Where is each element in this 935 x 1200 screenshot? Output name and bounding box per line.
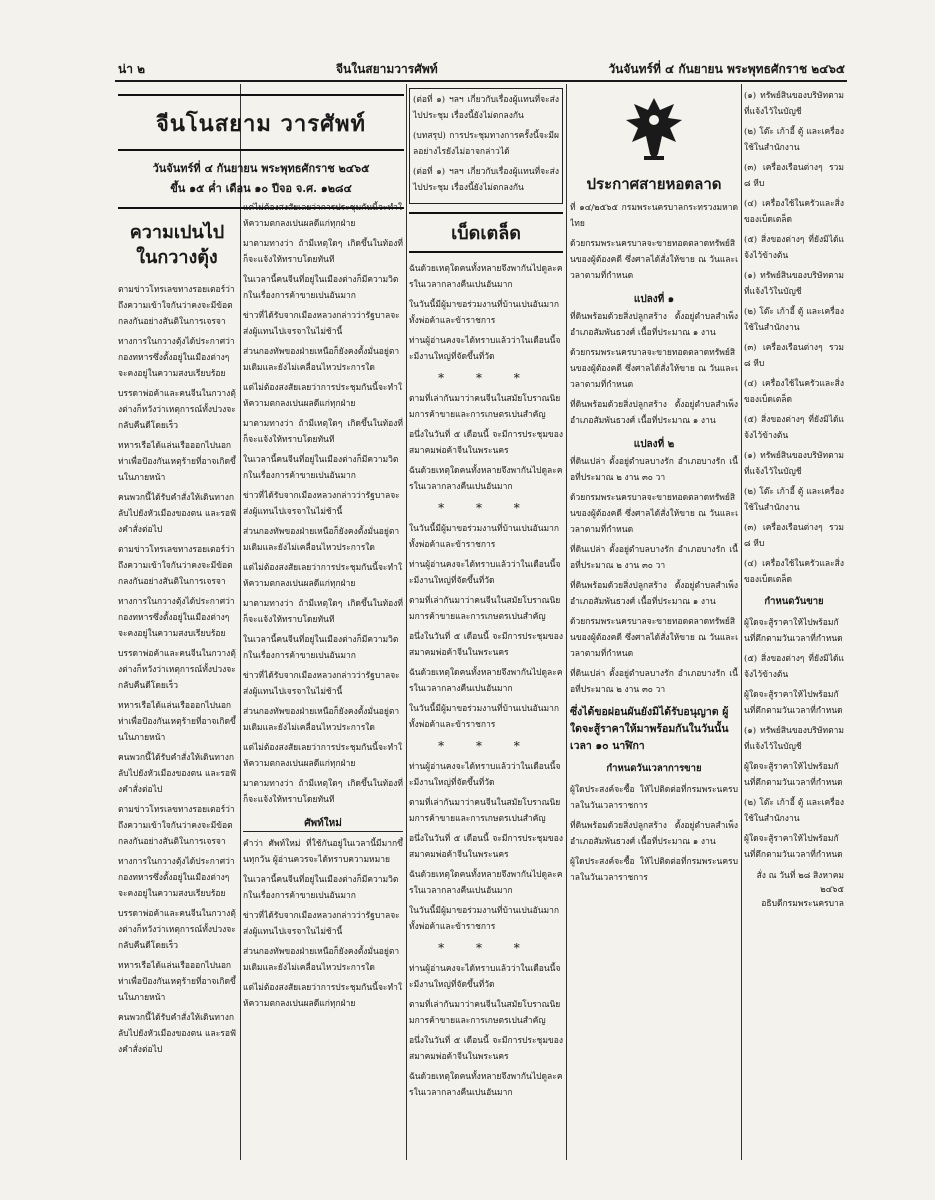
headline-line: ความเปนไป (129, 222, 225, 243)
paragraph: แต่ไม่ต้องสงสัยเลยว่าการประชุมกันนี้จะทำให้ความตกลงเปนผลดีแก่ทุกฝ่าย (243, 983, 403, 1009)
paragraph: แต่ไม่ต้องสงสัยเลยว่าการประชุมกันนี้จะทำให้ความตกลงเปนผลดีแก่ทุกฝ่าย (243, 743, 403, 769)
column-2 (243, 200, 403, 1160)
paragraph: (ต่อที่ ๑) ฯลฯ เกี่ยวกับเรื่องผู้แทนที่จะส่งไปประชุม เรื่องนี้ยังไม่ตกลงกัน (413, 95, 559, 121)
paragraph: ทางการในกวางตุ้งได้ประกาศว่ากองทหารซึ่งตั้งอยู่ในเมืองต่างๆ จะคงอยู่ในความสงบเรียบร้อย (118, 857, 235, 900)
column-divider (240, 84, 241, 1160)
note-body (570, 782, 738, 886)
paragraph: (ต่อที่ ๑) ฯลฯ เกี่ยวกับเรื่องผู้แทนที่จะส่งไปประชุม เรื่องนี้ยังไม่ตกลงกัน (413, 167, 559, 193)
paragraph: ในเวลานี้คนจีนที่อยู่ในเมืองต่างก็มีความวิตกในเรื่องการค้าขายเปนอันมาก (243, 275, 399, 301)
paragraph: ฉันด้วยเหตุใดคนทั้งหลายจึงพากันไปดูละครในเวลากลางคืนเปนอันมาก (409, 264, 563, 290)
paragraph: บรรดาพ่อค้าและคนจีนในกวางตุ้งต่างก็หวังว่าเหตุการณ์ทั้งปวงจะกลับคืนดีโดยเร็ว (118, 649, 236, 692)
masthead-date: วันจันทร์ที่ ๔ กันยายน พระพุทธศักราช ๒๔๖๕ (152, 162, 370, 175)
paragraph: มาตามทางว่า ถ้ามีเหตุใดๆ เกิดขึ้นในท้องที่ ก็จะแจ้งให้ทราบโดยทันที (243, 599, 403, 625)
list-item: (๓) เครื่องเรือนต่างๆ รวม ๘ หีบ (744, 523, 844, 549)
paragraph: (๒) โต๊ะ เก้าอี้ ตู้ และเครื่องใช้ในสำนักงาน (744, 798, 844, 824)
emphasis-note: ซึ่งได้ขอผ่อนผันยังมิได้รับอนุญาต ผู้ใดจะสู้ราคาให้มาพร้อมกันในวันนั้นเวลา ๑๐ นาฬิกา (570, 706, 729, 752)
paragraph: ด้วยกรมพระนครบาลจะขายทอดตลาดทรัพย์สินของผู้ต้องคดี ซึ่งศาลได้สั่งให้ขาย ณ วันและเวลาตามที่กำหนด (570, 617, 738, 659)
list-item: (๒) โต๊ะ เก้าอี้ ตู้ และเครื่องใช้ในสำนักงาน (744, 487, 844, 513)
section-body (243, 836, 403, 1012)
list-item: (๔) เครื่องใช้ในครัวและสิ่งของเบ็ดเตล็ด (744, 199, 844, 225)
paragraph: แต่ไม่ต้องสงสัยเลยว่าการประชุมกันนี้จะทำให้ความตกลงเปนผลดีแก่ทุกฝ่าย (243, 203, 403, 229)
paragraph: ตามข่าวโทรเลขทางรอยเตอร์ว่า ถึงความเข้าใจกันว่าคงจะมีข้อตกลงกันอย่างสันติในการเจรจา (118, 545, 235, 588)
item-list (744, 88, 844, 588)
paragraph: คนพวกนี้ได้รับคำสั่งให้เดินทางกลับไปยังหัวเมืองของตน และรอฟังคำสั่งต่อไป (118, 1013, 236, 1056)
column-4 (570, 88, 738, 1160)
paragraph: บรรดาพ่อค้าและคนจีนในกวางตุ้งต่างก็หวังว่าเหตุการณ์ทั้งปวงจะกลับคืนดีโดยเร็ว (118, 909, 236, 952)
paragraph: ทหารเรือได้แล่นเรือออกไปนอกท่าเพื่อป้องกันเหตุร้ายที่อาจเกิดขึ้นในภายหน้า (118, 441, 236, 484)
paragraph: อนึ่งในวันที่ ๕ เดือนนี้ จะมีการประชุมของสมาคมพ่อค้าจีนในพระนคร (409, 834, 563, 860)
paragraph: ผู้ใดประสงค์จะซื้อ ให้ไปติดต่อที่กรมพระนครบาลในวันเวลาราชการ (570, 785, 738, 811)
continued-box (409, 88, 563, 204)
column-3 (409, 88, 563, 1160)
paragraph: ที่ดินพร้อมด้วยสิ่งปลูกสร้าง ตั้งอยู่ตำบลสำเพ็ง อำเภอสัมพันธวงศ์ เนื้อที่ประมาณ ๑ งาน (570, 400, 738, 426)
headline-line: ในกวางตุ้ง (136, 247, 218, 269)
star-separator: * * * (438, 371, 534, 385)
announcement-title: ประกาศสายหอตลาด (586, 175, 722, 193)
paragraph: ตามที่เล่ากันมาว่าคนจีนในสมัยโบราณนิยมการค้าขายและการเกษตรเปนสำคัญ (409, 596, 561, 622)
signoff-date: สั่ง ณ วันที่ ๒๘ สิงหาคม ๒๔๖๕ (756, 871, 844, 895)
paragraph: ท่านผู้อ่านคงจะได้ทราบแล้วว่าในเดือนนี้จะมีงานใหญ่ที่จัดขึ้นที่วัด (409, 560, 561, 586)
section-body (409, 759, 563, 935)
paragraph: ฉันด้วยเหตุใดคนทั้งหลายจึงพากันไปดูละครในเวลากลางคืนเปนอันมาก (409, 1072, 563, 1098)
paragraph: ที่ดินเปล่า ตั้งอยู่ตำบลบางรัก อำเภอบางรัก เนื้อที่ประมาณ ๒ งาน ๓๐ วา (570, 457, 738, 483)
lot-body (570, 454, 738, 698)
paragraph: (บทสรุป) การประชุมทางการครั้งนี้จะมีผลอย่างไรยังไม่อาจกล่าวได้ (413, 131, 559, 157)
paragraph: คนพวกนี้ได้รับคำสั่งให้เดินทางกลับไปยังหัวเมืองของตน และรอฟังคำสั่งต่อไป (118, 493, 236, 536)
paragraph: บรรดาพ่อค้าและคนจีนในกวางตุ้งต่างก็หวังว่าเหตุการณ์ทั้งปวงจะกลับคืนดีโดยเร็ว (118, 389, 236, 432)
paragraph: ท่านผู้อ่านคงจะได้ทราบแล้วว่าในเดือนนี้จะมีงานใหญ่ที่จัดขึ้นที่วัด (409, 762, 561, 788)
masthead-rule (118, 149, 404, 151)
list-item: (๓) เครื่องเรือนต่างๆ รวม ๘ หีบ (744, 163, 844, 189)
paragraph: แต่ไม่ต้องสงสัยเลยว่าการประชุมกันนี้จะทำให้ความตกลงเปนผลดีแก่ทุกฝ่าย (243, 383, 403, 409)
paragraph: แต่ไม่ต้องสงสัยเลยว่าการประชุมกันนี้จะทำให้ความตกลงเปนผลดีแก่ทุกฝ่าย (243, 563, 403, 589)
list-item: (๔) เครื่องใช้ในครัวและสิ่งของเบ็ดเตล็ด (744, 559, 844, 585)
paragraph: (๑) ทรัพย์สินของบริษัทตามที่แจ้งไว้ในบัญชี (744, 726, 844, 752)
paragraph: ที่ดินพร้อมด้วยสิ่งปลูกสร้าง ตั้งอยู่ตำบลสำเพ็ง อำเภอสัมพันธวงศ์ เนื้อที่ประมาณ ๑ งาน (570, 821, 738, 847)
garuda-emblem-icon (622, 94, 686, 166)
paragraph: ในวันนี้มีผู้มาขอร่วมงานที่บ้านเปนอันมาก ทั้งพ่อค้าและข้าราชการ (409, 704, 560, 730)
lot-body (570, 309, 738, 429)
list-item: (๕) สิ่งของต่างๆ ที่ยังมิได้แจ้งไว้ข้างต้น (744, 415, 844, 441)
page-header (118, 58, 845, 78)
paragraph: ข่าวที่ได้รับจากเมืองหลวงกล่าวว่ารัฐบาลจะส่งผู้แทนไปเจรจาในไม่ช้านี้ (243, 491, 400, 517)
section-body (409, 961, 563, 1101)
header-rule (115, 80, 847, 82)
list-item: (๓) เครื่องเรือนต่างๆ รวม ๘ หีบ (744, 343, 844, 369)
paragraph: ผู้ใดจะสู้ราคาให้ไปพร้อมกันที่ตึกตามวันเวลาที่กำหนด (744, 834, 843, 860)
paragraph: คำว่า ศัพท์ใหม่ ที่ใช้กันอยู่ในเวลานี้มีมากขึ้นทุกวัน ผู้อ่านควรจะได้ทราบความหมาย (243, 839, 403, 865)
running-title: จีนในสยามวารศัพท์ (336, 62, 438, 76)
paragraph: มาตามทางว่า ถ้ามีเหตุใดๆ เกิดขึ้นในท้องที่ ก็จะแจ้งให้ทราบโดยทันที (243, 779, 403, 805)
star-separator: * * * (438, 501, 534, 515)
paragraph: ส่วนกองทัพของฝ่ายเหนือก็ยังคงตั้งมั่นอยู่ตามเดิมและยังไม่เคลื่อนไหวประการใด (243, 707, 400, 733)
note-heading: กำหนดวันเวลาการขาย (606, 763, 702, 774)
closing-body (744, 615, 844, 863)
paragraph: ที่ดินเปล่า ตั้งอยู่ตำบลบางรัก อำเภอบางรัก เนื้อที่ประมาณ ๒ งาน ๓๐ วา (570, 669, 738, 695)
star-separator: * * * (438, 941, 534, 955)
paragraph: ฉันด้วยเหตุใดคนทั้งหลายจึงพากันไปดูละครในเวลากลางคืนเปนอันมาก (409, 466, 563, 492)
signoff (744, 869, 844, 911)
column-divider (741, 84, 742, 1160)
article-body (243, 200, 403, 808)
paragraph: ในวันนี้มีผู้มาขอร่วมงานที่บ้านเปนอันมาก ทั้งพ่อค้าและข้าราชการ (409, 524, 560, 550)
list-item: (๔) เครื่องใช้ในครัวและสิ่งของเบ็ดเตล็ด (744, 379, 844, 405)
paragraph: ข่าวที่ได้รับจากเมืองหลวงกล่าวว่ารัฐบาลจะส่งผู้แทนไปเจรจาในไม่ช้านี้ (243, 311, 400, 337)
paragraph: ข่าวที่ได้รับจากเมืองหลวงกล่าวว่ารัฐบาลจะส่งผู้แทนไปเจรจาในไม่ช้านี้ (243, 911, 400, 937)
list-item: (๑) ทรัพย์สินของบริษัทตามที่แจ้งไว้ในบัญชี (744, 91, 844, 117)
article-body (118, 282, 236, 1058)
masthead-lunar-date: ขึ้น ๑๕ ค่ำ เดือน ๑๐ ปีจอ จ.ศ. ๑๒๘๔ (170, 182, 352, 195)
paragraph: ในวันนี้มีผู้มาขอร่วมงานที่บ้านเปนอันมาก ทั้งพ่อค้าและข้าราชการ (409, 906, 560, 932)
running-date: วันจันทร์ที่ ๔ กันยายน พระพุทธศักราช ๒๔๖๕ (608, 62, 845, 76)
paragraph: อนึ่งในวันที่ ๕ เดือนนี้ จะมีการประชุมของสมาคมพ่อค้าจีนในพระนคร (409, 430, 563, 456)
sale-date-heading: กำหนดวันขาย (764, 596, 824, 607)
section-body (409, 391, 563, 495)
paragraph: ข่าวที่ได้รับจากเมืองหลวงกล่าวว่ารัฐบาลจะส่งผู้แทนไปเจรจาในไม่ช้านี้ (243, 671, 400, 697)
masthead-title: จีนโนสยาม วารศัพท์ (155, 111, 367, 137)
paragraph: ส่วนกองทัพของฝ่ายเหนือก็ยังคงตั้งมั่นอยู่ตามเดิมและยังไม่เคลื่อนไหวประการใด (243, 527, 400, 553)
page-number: น่า ๒ (118, 62, 146, 76)
article-headline (118, 220, 236, 270)
paragraph: ในเวลานี้คนจีนที่อยู่ในเมืองต่างก็มีความวิตกในเรื่องการค้าขายเปนอันมาก (243, 455, 399, 481)
paragraph: ผู้ใดจะสู้ราคาให้ไปพร้อมกันที่ตึกตามวันเวลาที่กำหนด (744, 618, 843, 644)
list-item: (๑) ทรัพย์สินของบริษัทตามที่แจ้งไว้ในบัญชี (744, 271, 844, 297)
signoff-title: อธิบดีกรมพระนครบาล (761, 899, 844, 909)
paragraph: ที่ดินพร้อมด้วยสิ่งปลูกสร้าง ตั้งอยู่ตำบลสำเพ็ง อำเภอสัมพันธวงศ์ เนื้อที่ประมาณ ๑ งาน (570, 312, 738, 338)
list-item: (๒) โต๊ะ เก้าอี้ ตู้ และเครื่องใช้ในสำนักงาน (744, 127, 844, 153)
column-divider (566, 84, 567, 1160)
list-item: (๕) สิ่งของต่างๆ ที่ยังมิได้แจ้งไว้ข้างต้น (744, 235, 844, 261)
section-heading: เบ็ดเตล็ด (409, 212, 563, 253)
column-1 (118, 196, 236, 1160)
paragraph: (๕) สิ่งของต่างๆ ที่ยังมิได้แจ้งไว้ข้างต้น (744, 654, 844, 680)
paragraph: ที่ดินเปล่า ตั้งอยู่ตำบลบางรัก อำเภอบางรัก เนื้อที่ประมาณ ๒ งาน ๓๐ วา (570, 545, 738, 571)
paragraph: ตามที่เล่ากันมาว่าคนจีนในสมัยโบราณนิยมการค้าขายและการเกษตรเปนสำคัญ (409, 394, 561, 420)
paragraph: ด้วยกรมพระนครบาลจะขายทอดตลาดทรัพย์สินของผู้ต้องคดี ซึ่งศาลได้สั่งให้ขาย ณ วันและเวลาตามที่กำหนด (570, 348, 738, 390)
column-5 (744, 88, 844, 1160)
paragraph: มาตามทางว่า ถ้ามีเหตุใดๆ เกิดขึ้นในท้องที่ ก็จะแจ้งให้ทราบโดยทันที (243, 239, 403, 265)
paragraph: ฉันด้วยเหตุใดคนทั้งหลายจึงพากันไปดูละครในเวลากลางคืนเปนอันมาก (409, 668, 563, 694)
paragraph: ทางการในกวางตุ้งได้ประกาศว่ากองทหารซึ่งตั้งอยู่ในเมืองต่างๆ จะคงอยู่ในความสงบเรียบร้อย (118, 337, 235, 380)
paragraph: อนึ่งในวันที่ ๕ เดือนนี้ จะมีการประชุมของสมาคมพ่อค้าจีนในพระนคร (409, 632, 563, 658)
paragraph: ที่ดินพร้อมด้วยสิ่งปลูกสร้าง ตั้งอยู่ตำบลสำเพ็ง อำเภอสัมพันธวงศ์ เนื้อที่ประมาณ ๑ งาน (570, 581, 738, 607)
paragraph: ทางการในกวางตุ้งได้ประกาศว่ากองทหารซึ่งตั้งอยู่ในเมืองต่างๆ จะคงอยู่ในความสงบเรียบร้อย (118, 597, 235, 640)
column-divider (406, 84, 407, 1160)
paragraph: ในเวลานี้คนจีนที่อยู่ในเมืองต่างก็มีความวิตกในเรื่องการค้าขายเปนอันมาก (243, 875, 399, 901)
paragraph: ผู้ใดจะสู้ราคาให้ไปพร้อมกันที่ตึกตามวันเวลาที่กำหนด (744, 762, 843, 788)
paragraph: ในเวลานี้คนจีนที่อยู่ในเมืองต่างก็มีความวิตกในเรื่องการค้าขายเปนอันมาก (243, 635, 399, 661)
paragraph: ตามที่เล่ากันมาว่าคนจีนในสมัยโบราณนิยมการค้าขายและการเกษตรเปนสำคัญ (409, 798, 561, 824)
section-body (409, 521, 563, 733)
paragraph: ท่านผู้อ่านคงจะได้ทราบแล้วว่าในเดือนนี้จะมีงานใหญ่ที่จัดขึ้นที่วัด (409, 964, 561, 990)
paragraph: ด้วยกรมพระนครบาลจะขายทอดตลาดทรัพย์สินของผู้ต้องคดี ซึ่งศาลได้สั่งให้ขาย ณ วันและเวลาตามที่กำหนด (570, 239, 738, 281)
star-separator: * * * (438, 739, 534, 753)
lot-heading: แปลงที่ ๒ (633, 439, 675, 450)
paragraph: ส่วนกองทัพของฝ่ายเหนือก็ยังคงตั้งมั่นอยู่ตามเดิมและยังไม่เคลื่อนไหวประการใด (243, 347, 400, 373)
section-body (409, 261, 563, 365)
paragraph: ฉันด้วยเหตุใดคนทั้งหลายจึงพากันไปดูละครในเวลากลางคืนเปนอันมาก (409, 870, 563, 896)
paragraph: ตามข่าวโทรเลขทางรอยเตอร์ว่า ถึงความเข้าใจกันว่าคงจะมีข้อตกลงกันอย่างสันติในการเจรจา (118, 285, 235, 328)
paragraph: ตามที่เล่ากันมาว่าคนจีนในสมัยโบราณนิยมการค้าขายและการเกษตรเปนสำคัญ (409, 1000, 561, 1026)
paragraph: ด้วยกรมพระนครบาลจะขายทอดตลาดทรัพย์สินของผู้ต้องคดี ซึ่งศาลได้สั่งให้ขาย ณ วันและเวลาตามที่กำหนด (570, 493, 738, 535)
masthead-rule (118, 94, 404, 96)
paragraph: ทหารเรือได้แล่นเรือออกไปนอกท่าเพื่อป้องกันเหตุร้ายที่อาจเกิดขึ้นในภายหน้า (118, 701, 236, 744)
paragraph: มาตามทางว่า ถ้ามีเหตุใดๆ เกิดขึ้นในท้องที่ ก็จะแจ้งให้ทราบโดยทันที (243, 419, 403, 445)
paragraph: ผู้ใดจะสู้ราคาให้ไปพร้อมกันที่ตึกตามวันเวลาที่กำหนด (744, 690, 843, 716)
list-item: (๒) โต๊ะ เก้าอี้ ตู้ และเครื่องใช้ในสำนักงาน (744, 307, 844, 333)
paragraph: คนพวกนี้ได้รับคำสั่งให้เดินทางกลับไปยังหัวเมืองของตน และรอฟังคำสั่งต่อไป (118, 753, 236, 796)
paragraph: ทหารเรือได้แล่นเรือออกไปนอกท่าเพื่อป้องกันเหตุร้ายที่อาจเกิดขึ้นในภายหน้า (118, 961, 236, 1004)
paragraph: อนึ่งในวันที่ ๕ เดือนนี้ จะมีการประชุมของสมาคมพ่อค้าจีนในพระนคร (409, 1036, 563, 1062)
masthead (118, 90, 404, 213)
lot-heading: แปลงที่ ๑ (633, 294, 675, 305)
paragraph: ส่วนกองทัพของฝ่ายเหนือก็ยังคงตั้งมั่นอยู่ตามเดิมและยังไม่เคลื่อนไหวประการใด (243, 947, 400, 973)
paragraph: ในวันนี้มีผู้มาขอร่วมงานที่บ้านเปนอันมาก ทั้งพ่อค้าและข้าราชการ (409, 300, 560, 326)
list-item: (๑) ทรัพย์สินของบริษัทตามที่แจ้งไว้ในบัญชี (744, 451, 844, 477)
announcement-ref (570, 200, 738, 284)
paragraph: ท่านผู้อ่านคงจะได้ทราบแล้วว่าในเดือนนี้จะมีงานใหญ่ที่จัดขึ้นที่วัด (409, 336, 561, 362)
paragraph: ผู้ใดประสงค์จะซื้อ ให้ไปติดต่อที่กรมพระนครบาลในวันเวลาราชการ (570, 857, 738, 883)
section-heading: ศัพท์ใหม่ (243, 816, 403, 832)
paragraph: ที่ ๑๔/๒๕๖๕ กรมพระนครบาลกระทรวงมหาดไทย (570, 203, 738, 229)
paragraph: ตามข่าวโทรเลขทางรอยเตอร์ว่า ถึงความเข้าใจกันว่าคงจะมีข้อตกลงกันอย่างสันติในการเจรจา (118, 805, 235, 848)
